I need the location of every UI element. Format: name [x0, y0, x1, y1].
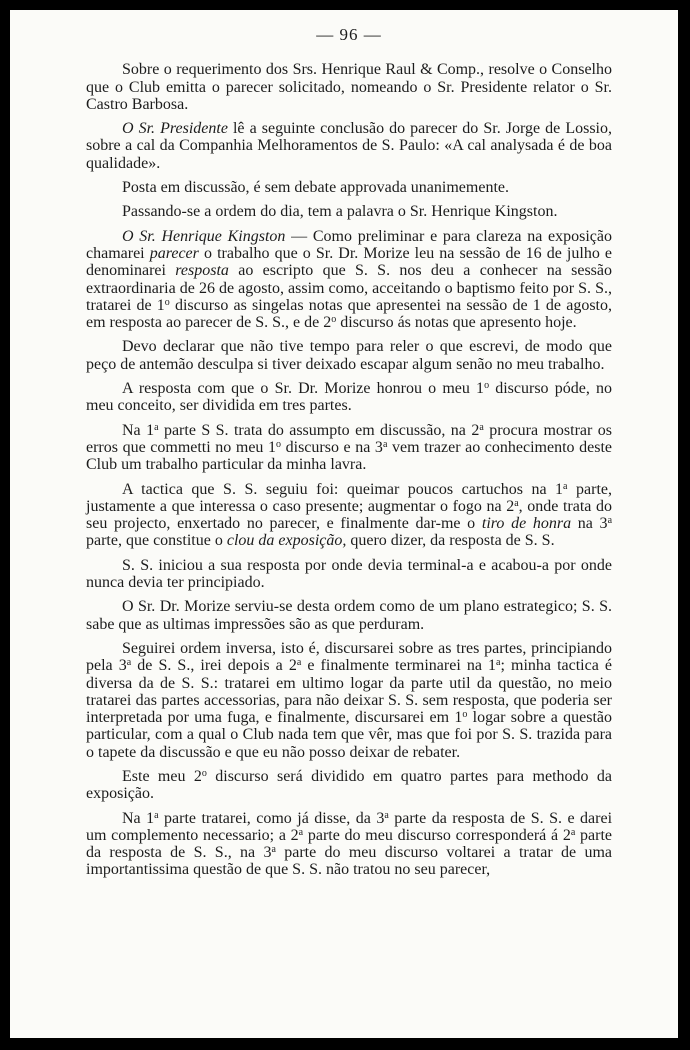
text-run: de S. S., irei depois a 2 [131, 657, 297, 675]
italic-text: tiro de honra [481, 515, 572, 533]
text-run: Na 1 [122, 421, 155, 439]
ordinal-mark: a [126, 657, 132, 669]
ordinal-mark: a [384, 809, 389, 821]
text-run: vem trazer ao conhecimento deste Club um trabalho particular da minha lavra. [86, 438, 613, 474]
text-run: parte da resposta de S. S., na 3 [86, 826, 612, 862]
paragraph [86, 422, 612, 474]
paragraph [86, 228, 612, 332]
paragraph [86, 557, 612, 592]
paragraph [86, 481, 612, 550]
text-run: Este meu 2 [122, 767, 202, 785]
paragraph [86, 768, 612, 803]
text-run: Sobre o requerimento dos Srs. Henrique Raul & Comp., resolve o Conselho que o Club emitta o parecer solicitado, nomeando o Sr. Presidente relator o Sr. Castro Barbosa. [86, 61, 612, 113]
text-run: Na 1 [122, 809, 155, 827]
text-run: A tactica que S. S. seguiu foi: queimar poucos cartuchos na 1 [122, 480, 564, 498]
ordinal-mark: o [201, 767, 207, 779]
ordinal-mark: a [382, 438, 388, 450]
text-run: na 3 [571, 515, 608, 533]
italic-text: clou da exposição, [226, 532, 347, 550]
text-run: Posta em discussão, é sem debate approvada unanimemente. [122, 179, 509, 197]
ordinal-mark: o [276, 438, 282, 450]
paragraph [86, 810, 612, 879]
ordinal-mark: a [563, 480, 568, 492]
text-run: o trabalho que o Sr. Dr. Morize leu na sessão de 16 de julho e denominarei [86, 244, 613, 280]
page-body [86, 26, 612, 886]
ordinal-mark: a [271, 844, 276, 856]
paragraph [86, 338, 612, 373]
text-run: quero dizer, da resposta de S. S. [346, 532, 555, 550]
ordinal-mark: o [164, 296, 170, 308]
ordinal-mark: a [154, 421, 159, 433]
italic-text: O Sr. Presidente [122, 120, 228, 138]
ordinal-mark: a [514, 497, 519, 509]
text-run: discurso as singelas notas que apresentei na sessão de 1 de agosto, em resposta ao parecer de S. S., e de 2 [86, 296, 613, 332]
page-number: — 96 — [316, 25, 382, 44]
body-text [86, 61, 612, 878]
text-run: parte do meu discurso corresponderá á 2 [303, 826, 571, 844]
paragraph [86, 380, 612, 415]
paragraph [86, 120, 612, 172]
text-run: O Sr. Dr. Morize serviu-se desta ordem como de um plano estrategico; S. S. sabe que as ultimas impressões são as que perduram. [86, 598, 612, 633]
paragraph [86, 179, 612, 196]
italic-text: resposta [175, 262, 229, 280]
text-run: discurso ás notas que apresento hoje. [336, 314, 577, 332]
paragraph [86, 640, 612, 761]
text-run: discurso póde, no meu conceito, ser dividida em tres partes. [86, 380, 613, 415]
text-run: procura mostrar os erros que commetti no meu 1 [86, 421, 612, 456]
ordinal-mark: a [496, 657, 501, 669]
italic-text: parecer [149, 244, 199, 262]
paragraph [86, 598, 612, 633]
text-run: lê a seguinte conclusão do parecer do Sr. Jorge de Lossio, sobre a cal da Companhia Melhoramentos de S. Paulo: «A cal analysada é de boa qualidade». [86, 120, 612, 172]
ordinal-mark: a [607, 515, 613, 527]
text-run: parte do meu discurso voltarei a tratar de uma importantissima questão de que S. S. não tratou no seu parecer, [86, 844, 613, 879]
text-run: — Como preliminar e para clareza na exposição chamarei [86, 227, 613, 262]
ordinal-mark: a [296, 657, 302, 669]
text-run: ; minha tactica é diversa da de S. S.: tratarei em ultimo logar da parte util da questão, no meio tratarei das partes accessorias, para não deixar S. S. sem resposta, que poderia ser interpretada por uma fuga, e finalmente, discursarei em 1 [86, 657, 612, 727]
document-page [10, 10, 678, 1038]
italic-text: O Sr. Henrique Kingston [122, 227, 286, 245]
text-run: discurso e na 3 [281, 438, 383, 456]
paragraph [86, 203, 612, 220]
ordinal-mark: a [154, 809, 159, 821]
text-run: , onde trata do seu projecto, enxertado no parecer, e finalmente dar-me o [86, 497, 612, 533]
text-run: S. S. iniciou a sua resposta por onde devia terminal-a e acabou-a por onde nunca devia ter principiado. [86, 556, 612, 592]
text-run: A resposta com que o Sr. Dr. Morize honrou o meu 1 [122, 380, 485, 398]
text-run: Seguirei ordem inversa, isto é, discursarei sobre as tres partes, principiando pela 3 [86, 639, 612, 675]
text-run: parte da resposta de S. S. e darei um complemento necessario; a 2 [86, 809, 613, 844]
ordinal-mark: a [479, 421, 484, 433]
text-run: Passando-se a ordem do dia, tem a palavra o Sr. Henrique Kingston. [122, 203, 558, 221]
paragraph [86, 61, 612, 113]
text-run: e finalmente terminarei na 1 [301, 657, 497, 675]
ordinal-mark: o [484, 380, 490, 392]
ordinal-mark: a [570, 826, 576, 838]
text-run: discurso será dividido em quatro partes para methodo da exposição. [86, 767, 613, 803]
text-run: logar sobre a questão particular, com a qual o Club nada tem que vêr, mas que foi por S. S. trazida para o tapete da discussão e que eu não posso deixar de rebater. [86, 709, 612, 761]
text-run: parte S S. trata do assumpto em discussão, na 2 [158, 421, 480, 439]
ordinal-mark: o [331, 314, 337, 326]
text-run: Devo declarar que não tive tempo para reler o que escrevi, de modo que peço de antemão desculpa si tiver deixado escapar algum senão no meu trabalho. [86, 338, 612, 373]
text-run: parte, justamente a que interessa o caso presente; augmentar o fogo na 2 [86, 480, 612, 515]
text-run: parte, que constitue o [86, 532, 227, 550]
ordinal-mark: a [298, 826, 304, 838]
text-run: parte tratarei, como já disse, da 3 [158, 809, 385, 827]
ordinal-mark: o [462, 709, 468, 721]
text-run: ao escripto que S. S. nos deu a conhecer na sessão extraordinaria de 26 de agosto, assim como, acceitando o baptismo feito por S. S., tratarei de 1 [86, 262, 613, 314]
